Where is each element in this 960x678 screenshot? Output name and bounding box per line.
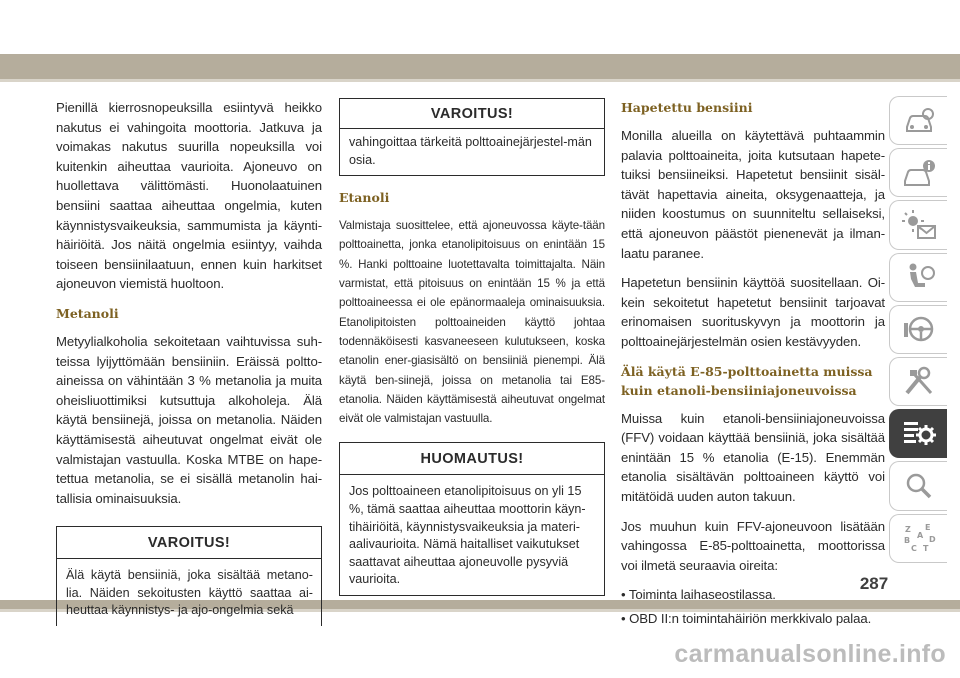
heading-metanoli: Metanoli — [56, 305, 119, 321]
paragraph-oireet: Jos muuhun kuin FFV-ajoneuvoon lisätään vahingossa E-85-polttoainetta, moottorissa voi ilmetä seuraavia oireita: — [621, 518, 885, 573]
warning-box-continued — [339, 98, 605, 176]
paragraph-ffv: Muissa kuin etanoli-bensiiniajoneuvoissa (FFV) voidaan käyttää bensiiniä, joka sisältää enintään 15 % etanolia (E-15). Enemmän etanolia sisältävän polttoaineen käyttö voi mitätöidä uuden auton takuun. — [621, 410, 885, 504]
heading-etanoli: Etanoli — [339, 190, 390, 206]
column-right — [621, 98, 885, 638]
warning-text-continued: vahingoittaa tärkeitä polttoainejärjestel-män osia. — [349, 135, 592, 167]
airbag-icon — [901, 261, 937, 293]
tab-index[interactable] — [889, 514, 947, 563]
paragraph-hapetettu: Monilla alueilla on käytettävä puhtaammin palavia polttoaineita, joita kutsutaan hapete-tuiksi bensiineiksi. Hapetetut bensiinit sisäl-tävät hapettavia aineita, oksygenaatteja, ja niiden koostumus on suunniteltu sellaiseksi, että ajoneuvon päästöt pienenevät ja ilman-laatu paranee. — [621, 128, 885, 261]
heading-e85: Älä käytä E-85-polttoainetta muissa kuin etanoli-bensiiniajoneuvoissa — [621, 363, 873, 398]
paragraph-etanoli: Valmistaja suosittelee, että ajoneuvossa käyte-tään polttoainetta, jonka etanolipitoisuus on enintään 15 %. Hanki polttoaine luotettavalta toimittajalta. Näin varmistat, että pitoisuus on enintään 15 % ja että polttoaineessa ei ole epänormaaleja ominaisuuksia. Etanolipitoisten polttoaineiden käyttö johtaa todennäköisesti kasvaneeseen kulutukseen, koska etanolin ener-giasisältö on bensiiniä pienempi. Älä käytä ben-siinejä, joissa on metanolia tai E85-etanolia. Näiden käyttämisestä aiheutuvat ongelmat eivät ole valmistajan vastuulla. — [339, 219, 605, 426]
svg-text:B: B — [903, 536, 910, 546]
tab-warning-lights[interactable] — [889, 200, 947, 249]
tab-specs-active[interactable] — [889, 409, 947, 458]
warning-lights-icon — [901, 209, 937, 241]
svg-text:Z: Z — [904, 525, 911, 535]
svg-text:D: D — [928, 535, 936, 545]
svg-text:C: C — [910, 544, 917, 554]
header-stripe-line — [0, 79, 960, 82]
specs-gear-icon — [901, 418, 937, 450]
notice-text: Jos polttoaineen etanolipitoisuus on yli 15 %, tämä saattaa aiheuttaa moottorin käyn-tihäiriöitä, käynnistysvaikeuksia ja materi-aalivaurioita. Nämä haitalliset vaikutukset saattavat aiheuttaa ajoneuvolle pysyviä vaurioita. — [349, 484, 586, 587]
warning-title-continued: VAROITUS! — [340, 99, 604, 129]
chapter-tabs — [889, 96, 947, 566]
car-info-icon — [901, 157, 937, 189]
tab-search[interactable] — [889, 461, 947, 510]
warning-title: VAROITUS! — [57, 527, 321, 559]
warning-text: Älä käytä bensiiniä, joka sisältää metano-lia. Näiden sekoitusten käyttö saattaa ai-heuttaa käynnistys- ja ajo-ongelmia sekä — [66, 568, 313, 618]
column-left — [56, 98, 322, 626]
tab-steering[interactable] — [889, 305, 947, 354]
tab-car-interior[interactable] — [889, 96, 947, 145]
page-number: 287 — [859, 574, 889, 593]
heading-hapetettu: Hapetettu bensiini — [621, 100, 753, 115]
notice-title: HUOMAUTUS! — [340, 443, 604, 475]
tools-icon — [901, 366, 937, 398]
svg-text:E: E — [924, 523, 930, 533]
bullet-laihaseos: • Toiminta laihaseostilassa. — [621, 587, 776, 603]
top-band — [0, 0, 960, 58]
paragraph-suositus: Hapetetun bensiinin käyttöä suositellaan. Oi-kein sekoitetut hapetetut bensiinit tarjoavat erinomaisen suorituskyvyn ja moottorin ja polttoainejärjestelmän osien kestävyyden. — [621, 275, 885, 349]
bullet-obd: • OBD II:n toimintahäiriön merkkivalo palaa. — [621, 610, 872, 626]
warning-box — [56, 526, 322, 626]
index-letters-icon — [901, 522, 937, 554]
tab-car-info[interactable] — [889, 148, 947, 197]
header-stripe — [0, 54, 960, 79]
column-middle — [339, 98, 605, 596]
notice-box — [339, 442, 605, 596]
search-icon — [901, 470, 937, 502]
tab-tools[interactable] — [889, 357, 947, 406]
svg-text:T: T — [922, 544, 928, 554]
steering-wheel-icon — [901, 313, 937, 345]
car-interior-icon — [901, 105, 937, 137]
watermark: carmanualsonline.info — [674, 640, 946, 668]
paragraph-metanoli: Metyylialkoholia sekoitetaan vaihtuvissa suh-teissa lyijyttömään bensiiniin. Eräissä poltto-aineissa on vähintään 3 % metanolia ja muita oheisliuottimiksi kutsuttuja alkoholeja. Älä käytä bensiinejä, joissa on metanolia. Näiden käyttämisestä aiheutuvat ongelmat eivät ole valmistajan vastuulla. Koska MTBE on hape-tettua metanolia, se ei sisällä metanolin hai-tallisia ominaisuuksia. — [56, 333, 322, 506]
tab-airbag[interactable] — [889, 253, 947, 302]
svg-text:A: A — [916, 531, 923, 541]
paragraph-knock: Pienillä kierrosnopeuksilla esiintyvä heikko nakutus ei vahingoita moottoria. Jatkuva ja voimakas nakutus suurilla nopeuksilla voi kuitenkin aiheuttaa vaurioita. Ajoneuvo on huollettava välittömästi. Huonolaatuinen bensiini saattaa aiheuttaa ongelmia, kuten käynnistysvaikeuksia, sammumista ja käynti-häiriöitä. Jos näitä ongelmia esiintyy, vaihda toiseen bensiinilaatuun, ennen kuin harkitset ajoneuvon viemistä huoltoon. — [56, 100, 322, 292]
